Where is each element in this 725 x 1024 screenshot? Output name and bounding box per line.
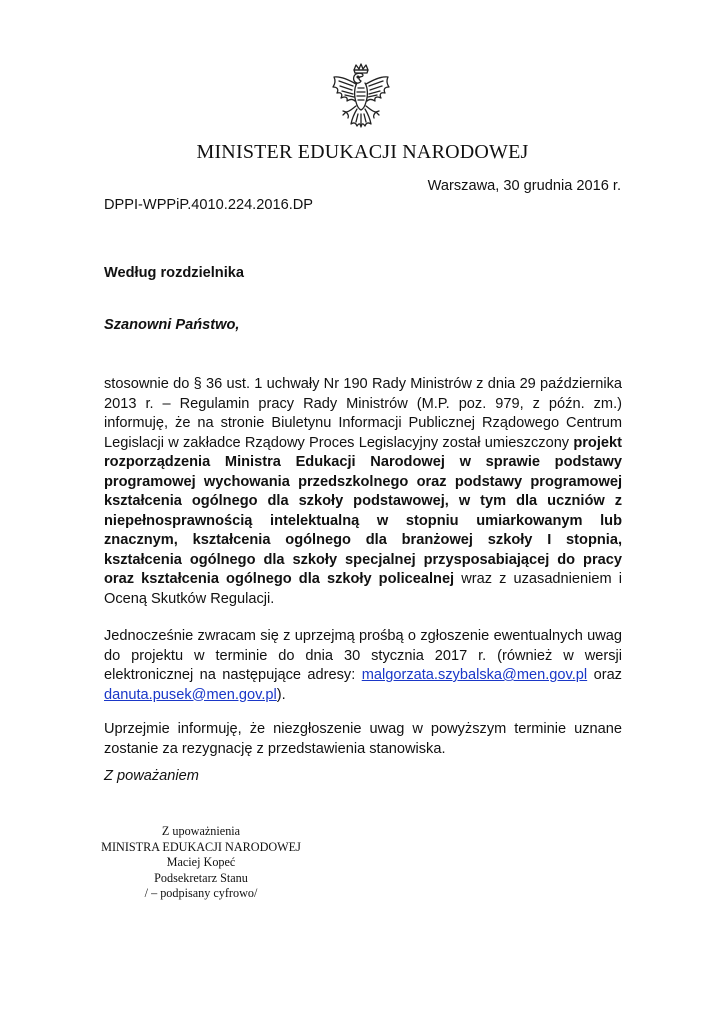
signature-name: Maciej Kopeć: [166, 855, 236, 870]
signature-block: [96, 824, 306, 902]
paragraph-2-text: Jednocześnie zwracam się z uprzejmą prośbą o zgłoszenie ewentualnych uwag do projektu w terminie do dnia 30 stycznia 2017 r. (również w wersji elektronicznej na następujące adresy:: [104, 628, 622, 683]
signature-digital-note: / – podpisany cyfrowo/: [144, 886, 258, 901]
white-eagle-emblem-icon: [329, 62, 393, 142]
letter-date: Warszawa, 30 grudnia 2016 r.: [427, 178, 621, 194]
closing: Z poważaniem: [104, 768, 199, 784]
body-paragraph-1: [104, 375, 622, 609]
email-link-pusek[interactable]: danuta.pusek@men.gov.pl: [104, 686, 277, 703]
paragraph-1-intro: stosownie do § 36 ust. 1 uchwały Nr 190 Rady Ministrów z dnia 29 października 2013 r. – Regulamin pracy Rady Ministrów (M.P. poz. 979, z późn. zm.) informuję, że na stronie Biuletynu Informacji Publicznej Rządowego Centrum Legislacji w zakładce Rządowy Proces Legislacyjny został umieszczony: [104, 376, 622, 451]
signature-authorization: Z upoważnienia: [161, 824, 241, 838]
email-link-szybalska[interactable]: malgorzata.szybalska@men.gov.pl: [361, 667, 588, 683]
salutation: Szanowni Państwo,: [104, 317, 240, 333]
paragraph-2-end: ).: [276, 686, 286, 703]
regulation-title: projekt rozporządzenia Ministra Edukacji Narodowej w sprawie podstawy programowej wychowania przedszkolnego oraz podstawy programowej kształcenia ogólnego dla szkoły podstawowej, w tym dla uczniów z niepełnosprawnością intelektualną w stopniu umiarkowanym lub znacznym, kształcenia ogólnego dla branżowej szkoły I stopnia, kształcenia ogólnego dla szkoły specjalnej przysposabiającej do pracy oraz kształcenia ogólnego dla szkoły policealnej: [104, 434, 622, 587]
recipient: Według rozdzielnika: [104, 265, 245, 281]
signature-position: Podsekretarz Stanu: [154, 870, 248, 885]
body-paragraph-2: [104, 627, 622, 705]
reference-number: DPPI-WPPiP.4010.224.2016.DP: [104, 197, 314, 213]
body-paragraph-3: Uprzejmie informuję, że niezgłoszenie uwag w powyższym terminie uznane zostanie za rezygnację z przedstawienia stanowiska.: [104, 721, 622, 757]
letterhead-title: MINISTER EDUKACJI NARODOWEJ: [196, 141, 529, 163]
paragraph-2-connector: oraz: [593, 667, 622, 683]
paragraph-1-outro: wraz z uzasadnieniem i Oceną Skutków Regulacji.: [104, 571, 622, 607]
signature-ministry: MINISTRA EDUKACJI NARODOWEJ: [101, 839, 301, 854]
